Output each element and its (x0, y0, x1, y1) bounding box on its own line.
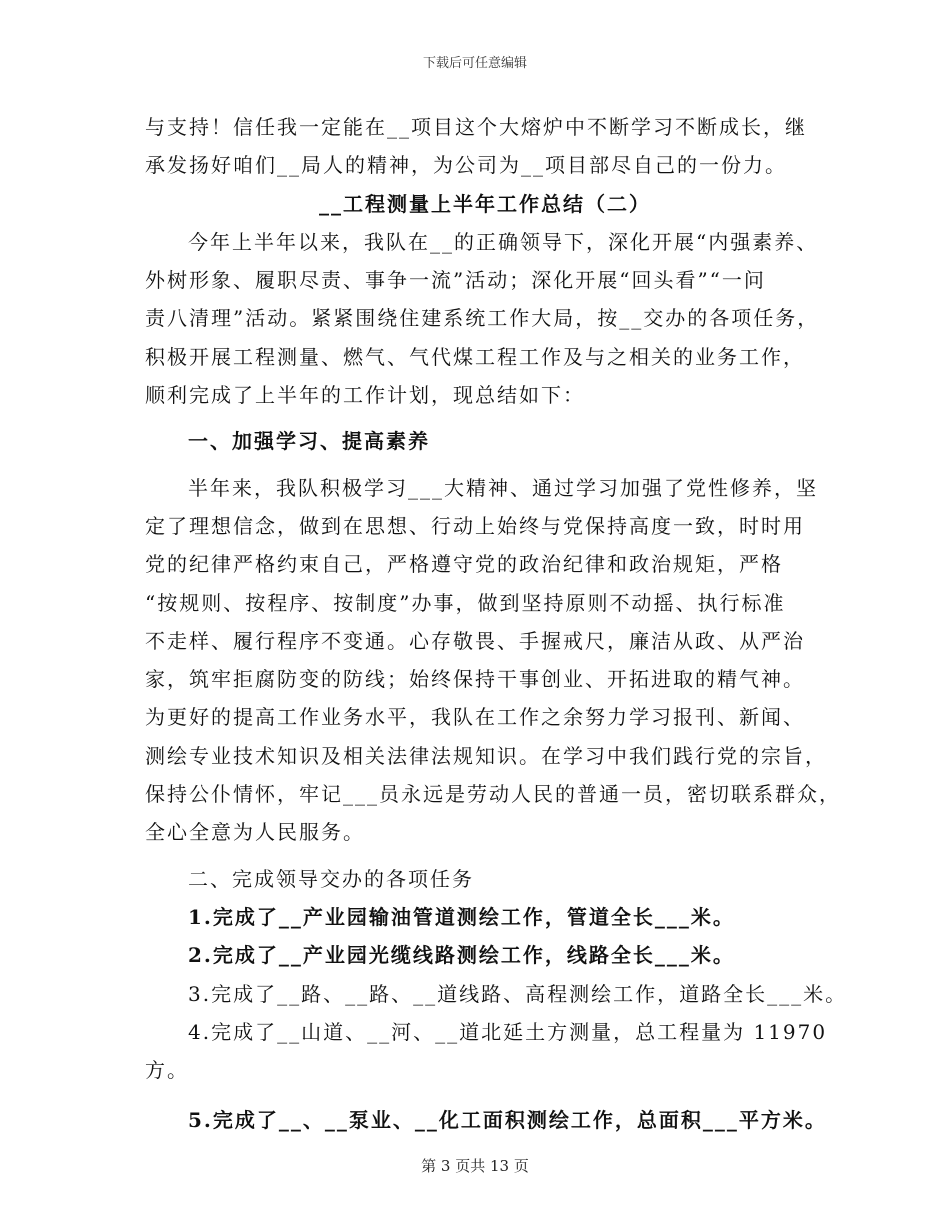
list-item: 5.完成了__、__泵业、__化工面积测绘工作，总面积___平方米。 (188, 1108, 827, 1133)
paragraph-line: 不走样、履行程序不变通。心存敬畏、手握戒尺，廉洁从政、从严治 (145, 628, 805, 653)
document-body (145, 108, 848, 1140)
paragraph-line: 责八清理”活动。紧紧围绕住建系统工作大局，按__交办的各项任务， (145, 306, 820, 331)
paragraph-line: 顺利完成了上半年的工作计划，现总结如下： (145, 383, 585, 408)
list-item: 2.完成了__产业园光缆线路测绘工作，线路全长___米。 (188, 943, 735, 968)
paragraph-line: 全心全意为人民服务。 (145, 820, 365, 845)
paragraph-line: “按规则、按程序、按制度”办事，做到坚持原则不动摇、执行标准 (145, 590, 786, 615)
section-title: __工程测量上半年工作总结（二） (319, 191, 651, 216)
list-item: 1.完成了__产业园输油管道测绘工作，管道全长___米。 (188, 904, 735, 929)
paragraph-line: 积极开展工程测量、燃气、气代煤工程工作及与之相关的业务工作， (145, 344, 805, 369)
list-item: 3.完成了__路、__路、__道线路、高程测绘工作，道路全长___米。 (188, 981, 848, 1006)
paragraph-line: 今年上半年以来，我队在__的正确领导下，深化开展“内强素养、 (188, 229, 819, 254)
paragraph-line: 与支持！信任我一定能在__项目这个大熔炉中不断学习不断成长，继 (145, 115, 807, 139)
paragraph-line: 承发扬好咱们__局人的精神，为公司为__项目部尽自己的一份力。 (145, 153, 787, 178)
page-footer: 第 3 页共 13 页 (421, 1157, 529, 1175)
page-header: 下载后可任意编辑 (422, 56, 527, 71)
paragraph-line: 党的纪律严格约束自己，严格遵守党的政治纪律和政治规矩，严格 (145, 552, 783, 577)
paragraph-line: 保持公仆情怀，牢记___员永远是劳动人民的普通一员，密切联系群众， (145, 782, 841, 807)
heading-one: 一、加强学习、提高素养 (188, 429, 430, 454)
paragraph-line: 半年来，我队积极学习___大精神、通过学习加强了党性修养，坚 (188, 475, 818, 500)
paragraph-line: 测绘专业技术知识及相关法律法规知识。在学习中我们践行党的宗旨， (145, 743, 827, 768)
list-item: 4.完成了__山道、__河、__道北延土方测量，总工程量为 11970 (188, 1019, 828, 1044)
paragraph-line: 外树形象、履职尽责、事争一流”活动；深化开展“回头看”“一问 (145, 268, 766, 293)
paragraph-line: 为更好的提高工作业务水平，我队在工作之余努力学习报刊、新闻、 (145, 705, 805, 730)
heading-two: 二、完成领导交办的各项任务 (188, 866, 474, 891)
paragraph-line: 家，筑牢拒腐防变的防线；始终保持干事创业、开拓进取的精气神。 (145, 667, 805, 692)
list-item-continuation: 方。 (145, 1058, 189, 1083)
paragraph-line: 定了理想信念，做到在思想、行动上始终与党保持高度一致，时时用 (145, 513, 805, 538)
